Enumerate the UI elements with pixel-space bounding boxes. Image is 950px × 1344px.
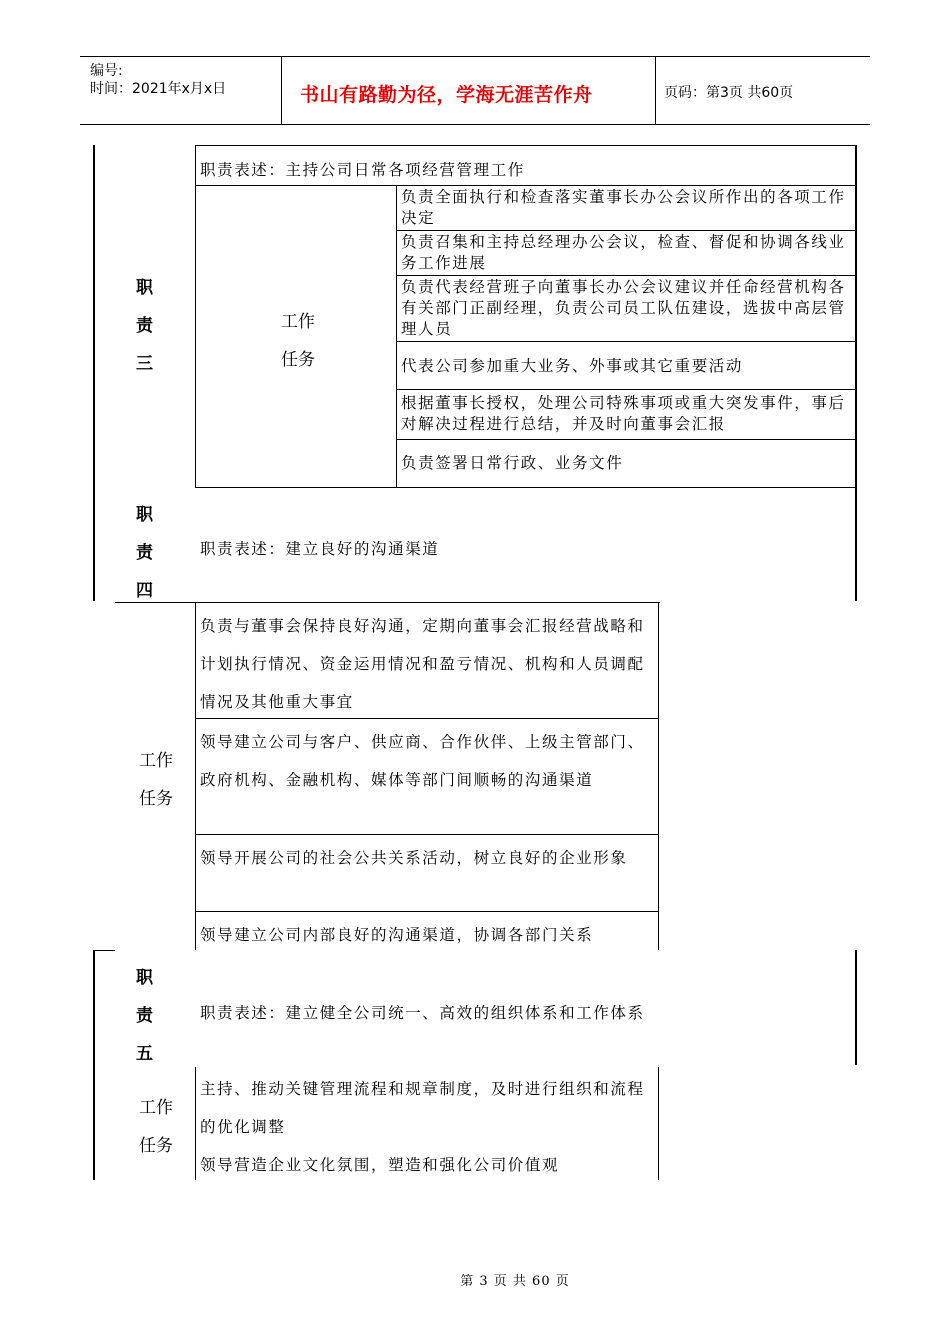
duty4-task-right-border — [658, 602, 659, 950]
duty4-task-3: 领导开展公司的社会公共关系活动，树立良好的企业形象 — [200, 849, 628, 867]
duty4-task-rule-3 — [195, 911, 659, 912]
page-indicator: 页码：第3页 共60页 — [664, 85, 794, 101]
duty3-task-6: 负责签署日常行政、业务文件 — [401, 454, 624, 472]
duty5-title-char-3: 五 — [136, 1044, 153, 1064]
duty5-left-border — [93, 950, 95, 1180]
duty5-statement: 职责表述：建立健全公司统一、高效的组织体系和工作体系 — [200, 1004, 645, 1022]
duty5-task-2: 领导营造企业文化氛围，塑造和强化公司价值观 — [200, 1156, 560, 1174]
duty4-task-label-work: 工作 — [139, 751, 173, 771]
duty4-task-2: 领导建立公司与客户、供应商、合作伙伴、上级主管部门、政府机构、金融机构、媒体等部门间顺畅的沟通渠道 — [200, 733, 645, 789]
duty5-title-char-2: 责 — [136, 1006, 153, 1026]
duty4-task-top-rule — [115, 602, 660, 603]
duty3-task-5: 根据董事长授权，处理公司特殊事项或重大突发事件，事后对解决过程进行总结，并及时向董事会汇报 — [401, 394, 846, 433]
duty4-title-char-3: 四 — [136, 581, 153, 601]
duty4-task-label-duty: 任务 — [139, 789, 173, 809]
duty4-statement: 职责表述：建立良好的沟通渠道 — [200, 540, 440, 558]
duty3-task-rule-5 — [396, 439, 856, 440]
duty3-task-rule-2 — [396, 275, 856, 276]
duty3-task-2: 负责召集和主持总经理办公会议，检查、督促和协调各线业务工作进展 — [401, 233, 846, 272]
duty3-task-rule-1 — [396, 230, 856, 231]
duty3-inner-left-border — [195, 145, 196, 487]
page-footer: 第 3 页 共 60 页 — [460, 1274, 570, 1289]
duty3-statement: 职责表述：主持公司日常各项经营管理工作 — [200, 161, 525, 179]
duty3-title-char-3: 三 — [136, 354, 153, 374]
duty3-task-label-work: 工作 — [281, 312, 315, 332]
header-divider-left — [281, 56, 282, 124]
duty5-task-right-border — [658, 1067, 659, 1180]
duty3-task-3: 负责代表经营班子向董事长办公会议建议并任命经营机构各有关部门正副经理，负责公司员工队伍建设，选拔中高层管理人员 — [401, 278, 846, 338]
duty5-right-border — [855, 950, 857, 1065]
document-number-label: 编号: — [90, 63, 123, 79]
table-left-border — [93, 145, 95, 601]
duty3-task-label-duty: 任务 — [281, 350, 315, 370]
duty4-task-divider — [195, 602, 196, 950]
duty3-top-rule — [195, 145, 856, 146]
duty4-title-char-2: 责 — [136, 543, 153, 563]
duty5-task-label-duty: 任务 — [139, 1136, 173, 1156]
header-bottom-rule — [80, 124, 870, 125]
duty3-task-1: 负责全面执行和检查落实董事长办公会议所作出的各项工作决定 — [401, 188, 846, 227]
header-divider-right — [655, 56, 656, 124]
duty5-task-label-work: 工作 — [139, 1098, 173, 1118]
document-date-label: 时间：2021年x月x日 — [90, 81, 227, 97]
duty5-top-stub — [93, 950, 115, 951]
duty4-task-rule-2 — [195, 834, 659, 835]
duty5-title-char-1: 职 — [136, 968, 153, 988]
duty3-title-char-2: 责 — [136, 316, 153, 336]
duty3-task-4: 代表公司参加重大业务、外事或其它重要活动 — [401, 357, 744, 375]
duty4-task-4: 领导建立公司内部良好的沟通渠道，协调各部门关系 — [200, 926, 594, 944]
duty4-task-1: 负责与董事会保持良好沟通，定期向董事会汇报经营战略和计划执行情况、资金运用情况和盈亏情况、机构和人员调配情况及其他重大事宜 — [200, 617, 645, 711]
motto-text: 书山有路勤为径，学海无涯苦作舟 — [300, 84, 593, 106]
duty3-bottom-rule — [195, 487, 856, 488]
duty3-statement-rule — [195, 185, 856, 186]
duty3-task-rule-4 — [396, 389, 856, 390]
duty3-title-char-1: 职 — [136, 278, 153, 298]
duty4-title-char-1: 职 — [136, 505, 153, 525]
duty5-task-1: 主持、推动关键管理流程和规章制度，及时进行组织和流程的优化调整 — [200, 1080, 645, 1136]
duty3-task-rule-3 — [396, 341, 856, 342]
duty5-task-divider — [195, 1067, 196, 1180]
header-top-rule — [80, 56, 870, 57]
